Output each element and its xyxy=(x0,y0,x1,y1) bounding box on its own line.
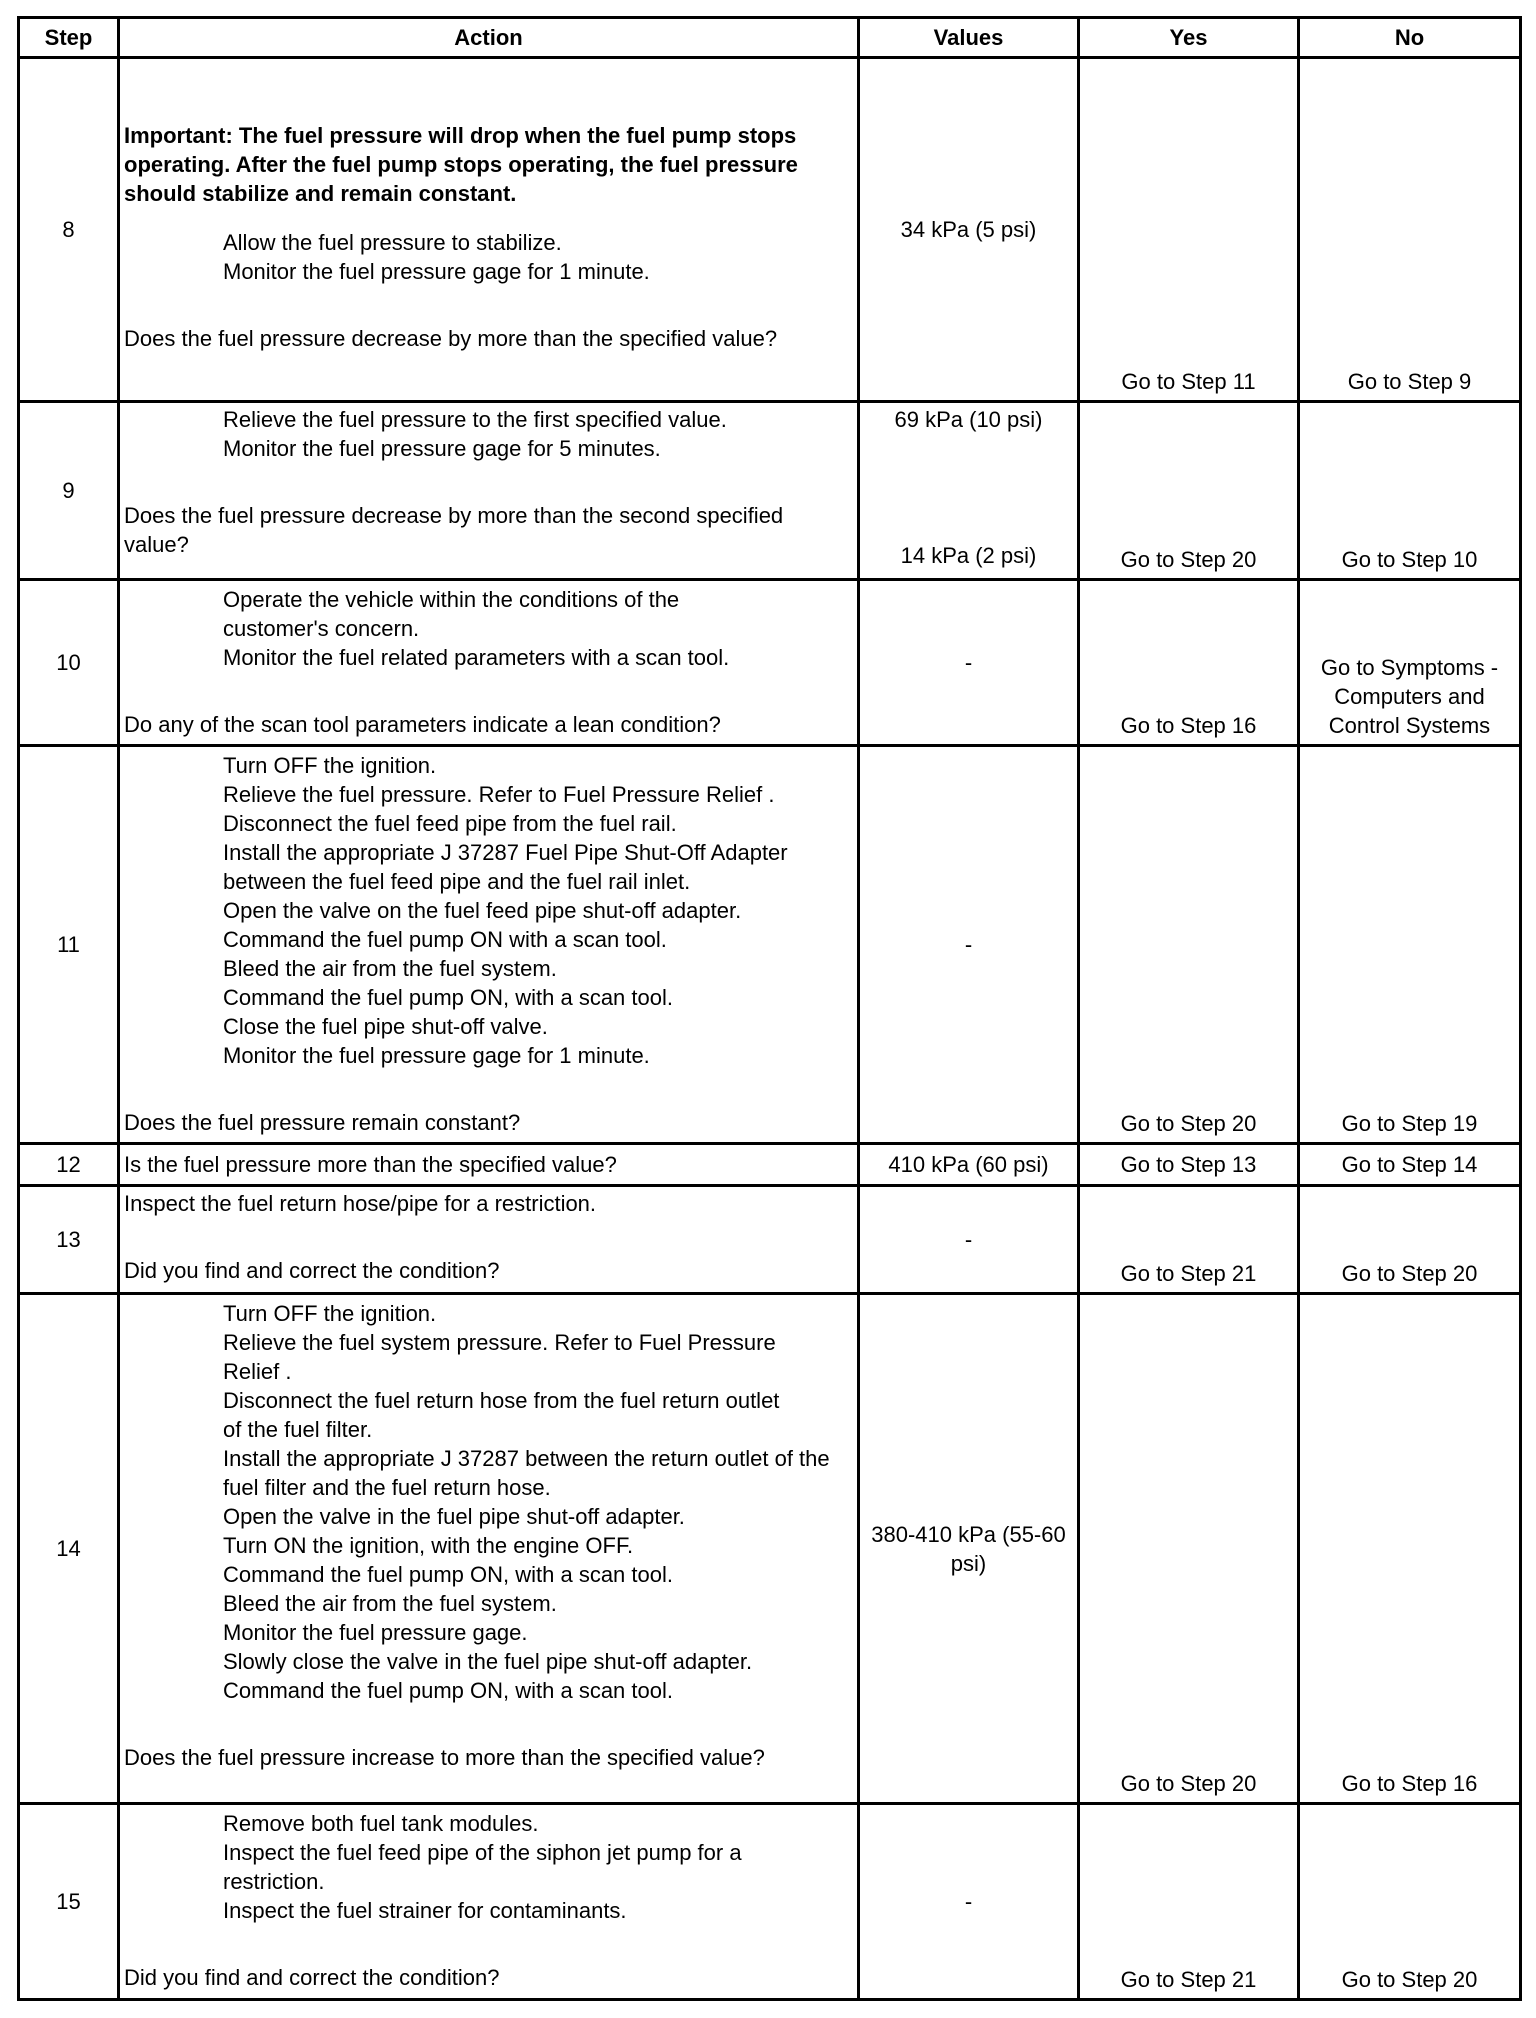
value-text: 410 kPa (60 psi) xyxy=(888,1152,1049,1177)
action-cell xyxy=(119,1144,859,1186)
action-substep: Monitor the fuel pressure gage. xyxy=(223,1620,528,1645)
action-cell xyxy=(119,402,859,580)
value-text-second: 14 kPa (2 psi) xyxy=(900,543,1037,568)
action-substep: Slowly close the valve in the fuel pipe shut-off adapter. xyxy=(223,1649,753,1674)
values-cell xyxy=(859,580,1079,746)
action-substep: Relieve the fuel system pressure. Refer to Fuel Pressure Relief . xyxy=(223,1330,776,1384)
no-cell: Go to Step 16 xyxy=(1299,1294,1521,1804)
no-cell: Go to Step 20 xyxy=(1299,1804,1521,2000)
no-cell: Go to Step 20 xyxy=(1299,1186,1521,1294)
step-number: 12 xyxy=(19,1144,119,1186)
diagnostic-table xyxy=(17,16,1522,2001)
action-substep: Close the fuel pipe shut-off valve. xyxy=(223,1014,548,1039)
no-cell: Go to Step 10 xyxy=(1299,402,1521,580)
table-row-step-12 xyxy=(19,1144,1521,1186)
step-number: 9 xyxy=(19,402,119,580)
action-substep: Monitor the fuel pressure gage for 5 minutes. xyxy=(223,436,661,461)
action-question: Does the fuel pressure remain constant? xyxy=(124,1110,521,1135)
action-question: Is the fuel pressure more than the specified value? xyxy=(124,1152,617,1177)
action-question: Does the fuel pressure decrease by more than the second specified value? xyxy=(124,503,784,557)
action-substep: Relieve the fuel pressure. Refer to Fuel Pressure Relief . xyxy=(223,782,775,807)
action-question: Does the fuel pressure decrease by more than the specified value? xyxy=(124,326,778,351)
no-cell: Go to Step 9 xyxy=(1299,58,1521,402)
values-cell xyxy=(859,1144,1079,1186)
values-cell xyxy=(859,1294,1079,1804)
action-substep: Turn OFF the ignition. xyxy=(223,1301,437,1326)
action-substep: Install the appropriate J 37287 between the return outlet of the fuel filter and the fuel return hose. xyxy=(223,1446,830,1500)
header-step: Step xyxy=(19,18,119,58)
action-substep: Operate the vehicle within the conditions of the customer's concern. xyxy=(223,587,680,641)
yes-cell: Go to Step 21 xyxy=(1079,1804,1299,2000)
yes-cell: Go to Step 20 xyxy=(1079,1294,1299,1804)
header-values: Values xyxy=(859,18,1079,58)
step-number: 13 xyxy=(19,1186,119,1294)
table-row-step-15 xyxy=(19,1804,1521,2000)
yes-cell: Go to Step 20 xyxy=(1079,746,1299,1144)
value-text: - xyxy=(964,1889,973,1914)
header-no: No xyxy=(1299,18,1521,58)
important-note: Important: The fuel pressure will drop when the fuel pump stops operating. After the fuel pump stops operating, the fuel pressure should stabilize and remain constant. xyxy=(124,123,798,206)
action-cell xyxy=(119,1294,859,1804)
action-lead: Inspect the fuel return hose/pipe for a restriction. xyxy=(124,1191,597,1216)
header-yes: Yes xyxy=(1079,18,1299,58)
no-cell: Go to Symptoms - Computers and Control Systems xyxy=(1299,580,1521,746)
values-cell xyxy=(859,1804,1079,2000)
action-substep: Open the valve in the fuel pipe shut-off adapter. xyxy=(223,1504,685,1529)
step-number: 8 xyxy=(19,58,119,402)
action-substep: Install the appropriate J 37287 Fuel Pipe Shut-Off Adapter between the fuel feed pipe and the fuel rail inlet. xyxy=(223,840,788,894)
values-cell xyxy=(859,58,1079,402)
action-substep: Inspect the fuel feed pipe of the siphon jet pump for a restriction. xyxy=(223,1840,742,1894)
yes-cell: Go to Step 11 xyxy=(1079,58,1299,402)
action-substep: Command the fuel pump ON, with a scan tool. xyxy=(223,1678,673,1703)
table-row-step-13 xyxy=(19,1186,1521,1294)
action-cell xyxy=(119,580,859,746)
values-cell xyxy=(859,402,1079,580)
action-substep: Command the fuel pump ON with a scan tool. xyxy=(223,927,667,952)
action-substep: Monitor the fuel related parameters with a scan tool. xyxy=(223,645,730,670)
table-row-step-8 xyxy=(19,58,1521,402)
step-number: 11 xyxy=(19,746,119,1144)
header-action: Action xyxy=(119,18,859,58)
step-number: 14 xyxy=(19,1294,119,1804)
step-number: 15 xyxy=(19,1804,119,2000)
table-row-step-10 xyxy=(19,580,1521,746)
action-cell xyxy=(119,1804,859,2000)
header-row xyxy=(19,18,1521,58)
table-row-step-14 xyxy=(19,1294,1521,1804)
table-row-step-9 xyxy=(19,402,1521,580)
action-substep: Turn ON the ignition, with the engine OFF. xyxy=(223,1533,634,1558)
table-row-step-11 xyxy=(19,746,1521,1144)
action-substep: Bleed the air from the fuel system. xyxy=(223,956,557,981)
action-substep: Turn OFF the ignition. xyxy=(223,753,437,778)
value-text: - xyxy=(964,932,973,957)
action-cell xyxy=(119,1186,859,1294)
action-substep: Bleed the air from the fuel system. xyxy=(223,1591,557,1616)
value-text: 380-410 kPa (55-60 psi) xyxy=(871,1521,1066,1576)
action-substep: Disconnect the fuel feed pipe from the fuel rail. xyxy=(223,811,677,836)
action-substep: Monitor the fuel pressure gage for 1 minute. xyxy=(223,1043,650,1068)
no-cell: Go to Step 14 xyxy=(1299,1144,1521,1186)
action-substep: Open the valve on the fuel feed pipe shut-off adapter. xyxy=(223,898,742,923)
action-substep: Relieve the fuel pressure to the first specified value. xyxy=(223,407,727,432)
yes-cell: Go to Step 16 xyxy=(1079,580,1299,746)
step-number: 10 xyxy=(19,580,119,746)
action-substep: Inspect the fuel strainer for contaminants. xyxy=(223,1898,627,1923)
value-text: 34 kPa (5 psi) xyxy=(900,217,1037,242)
yes-cell: Go to Step 13 xyxy=(1079,1144,1299,1186)
action-question: Do any of the scan tool parameters indicate a lean condition? xyxy=(124,712,721,737)
value-text-first: 69 kPa (10 psi) xyxy=(894,407,1043,432)
action-question: Does the fuel pressure increase to more than the specified value? xyxy=(124,1745,765,1770)
yes-cell: Go to Step 21 xyxy=(1079,1186,1299,1294)
value-text: - xyxy=(964,650,973,675)
action-question: Did you find and correct the condition? xyxy=(124,1965,500,1990)
no-cell: Go to Step 19 xyxy=(1299,746,1521,1144)
action-substep: Allow the fuel pressure to stabilize. xyxy=(223,230,562,255)
diagnostic-table-page xyxy=(17,16,1519,2001)
yes-cell: Go to Step 20 xyxy=(1079,402,1299,580)
action-substep: Disconnect the fuel return hose from the fuel return outlet of the fuel filter. xyxy=(223,1388,780,1442)
value-text: - xyxy=(964,1227,973,1252)
values-cell xyxy=(859,746,1079,1144)
action-substep: Command the fuel pump ON, with a scan tool. xyxy=(223,985,673,1010)
action-cell xyxy=(119,746,859,1144)
action-substep: Monitor the fuel pressure gage for 1 minute. xyxy=(223,259,650,284)
action-cell xyxy=(119,58,859,402)
values-cell xyxy=(859,1186,1079,1294)
action-question: Did you find and correct the condition? xyxy=(124,1258,500,1283)
action-substep: Command the fuel pump ON, with a scan tool. xyxy=(223,1562,673,1587)
action-substep: Remove both fuel tank modules. xyxy=(223,1811,539,1836)
